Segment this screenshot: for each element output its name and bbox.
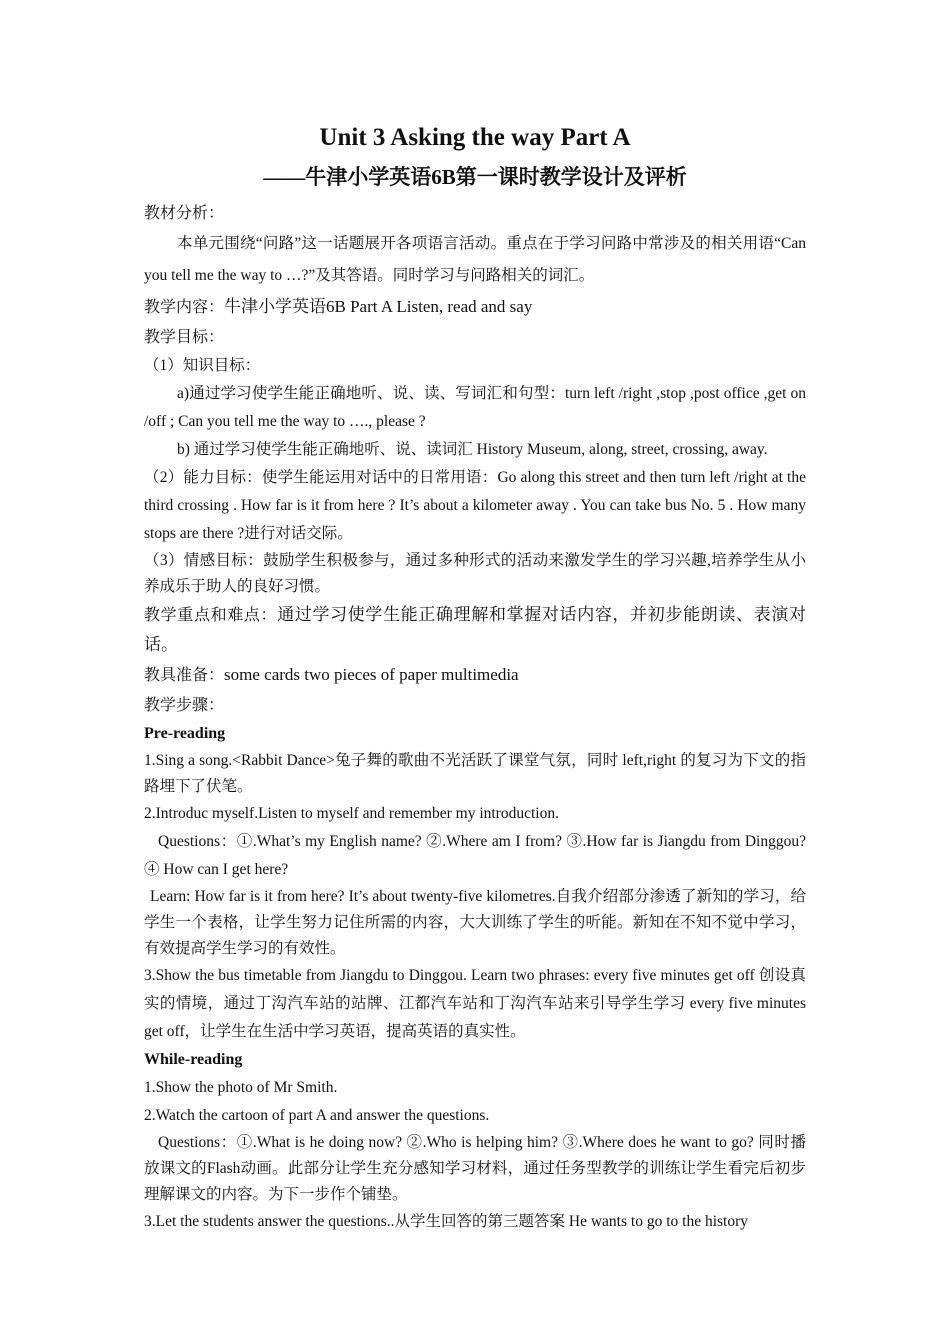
teaching-goals-heading: [144, 322, 806, 352]
teaching-steps-heading: [144, 690, 806, 720]
pre-reading-questions: Questions：①.What’s my English name? ②.Where am I from? ③.How far is Jiangdu from Dinggou? ④ How can I get here?: [144, 833, 806, 878]
while-reading-questions: Questions：①.What is he doing now? ②.Who is helping him? ③.Where does he want to go? 同时播放课文的Flash动画。此部分让学生充分感知学习材料，通过任务型教学的训练让学生看完后初步理解课文的内容。为下一步作个铺垫。: [144, 1134, 806, 1203]
pre-reading-step-1: 1.Sing a song.<Rabbit Dance>兔子舞的歌曲不光活跃了课堂气氛，同时 left,right 的复习为下文的指路埋下了伏笔。: [144, 752, 806, 795]
content-label: 教学内容：: [144, 297, 225, 316]
material-label: 教材分析：: [144, 203, 225, 222]
document-title: Unit 3 Asking the way Part A: [319, 124, 631, 151]
document-subtitle: ——牛津小学英语6B第一课时教学设计及评析: [263, 165, 687, 189]
teaching-content-line: [144, 292, 806, 322]
goal1-a: a)通过学习使学生能正确地听、说、读、写词汇和句型：turn left /right ,stop ,post office ,get on /off ; Can you tell me the way to …., please ?: [144, 385, 806, 430]
goal2: （2）能力目标：使学生能运用对话中的日常用语：Go along this street and then turn left /right at the third crossing . How far is it from here ? It’s about a kilometer away . You can take bus No. 5 . How many stops are there ?进行对话交际。: [144, 469, 806, 542]
key-text: 通过学习使学生能正确理解和掌握对话内容，并初步能朗读、表演对话。: [144, 605, 806, 654]
pre-reading-learn: Learn: How far is it from here? It’s about twenty-five kilometres.自我介绍部分渗透了新知的学习，给学生一个表格，让学生努力记住所需的内容，大大训练了学生的听能。新知在不知不觉中学习，有效提高学生学习的有效性。: [144, 888, 806, 957]
goal1-b: b) 通过学习使学生能正确地听、说、读词汇 History Museum, along, street, crossing, away.: [177, 441, 768, 458]
while-reading-heading: While-reading: [144, 1051, 243, 1068]
key-label: 教学重点和难点：: [144, 605, 278, 624]
document-body: [144, 118, 806, 1236]
pre-reading-step-3: 3.Show the bus timetable from Jiangdu to Dinggou. Learn two phrases: every five minutes get off 创设真实的情境，通过丁沟汽车站的站牌、江都汽车站和丁沟汽车站来引导学生学习 every five minutes get off，让学生在生活中学习英语，提高英语的真实性。: [144, 967, 806, 1040]
teaching-aids-line: [144, 660, 806, 690]
key-points-line: [144, 600, 806, 660]
material-analysis-text: 本单元围绕“问路”这一话题展开各项语言活动。重点在于学习问路中常涉及的相关用语“Can you tell me the way to …?”及其答语。同时学习与问路相关的词汇。: [144, 235, 806, 284]
goal3: （3）情感目标：鼓励学生积极参与，通过多种形式的活动来激发学生的学习兴趣,培养学生从小养成乐于助人的良好习惯。: [144, 552, 806, 595]
steps-label: 教学步骤：: [144, 695, 225, 714]
while-reading-step-1: 1.Show the photo of Mr Smith.: [144, 1079, 338, 1096]
while-reading-step-3: 3.Let the students answer the questions..从学生回答的第三题答案 He wants to go to the history: [144, 1213, 749, 1230]
goals-label: 教学目标：: [144, 327, 225, 346]
pre-reading-step-2: 2.Introduc myself.Listen to myself and remember my introduction.: [144, 805, 559, 822]
prep-text: some cards two pieces of paper multimedia: [224, 665, 519, 684]
material-analysis-heading: [144, 198, 806, 228]
while-reading-step-2: 2.Watch the cartoon of part A and answer the questions.: [144, 1107, 490, 1124]
prep-label: 教具准备：: [144, 665, 225, 684]
pre-reading-heading: Pre-reading: [144, 725, 226, 742]
content-text: 牛津小学英语6B Part A Listen, read and say: [224, 297, 533, 316]
goal1-label: （1）知识目标：: [144, 357, 261, 374]
